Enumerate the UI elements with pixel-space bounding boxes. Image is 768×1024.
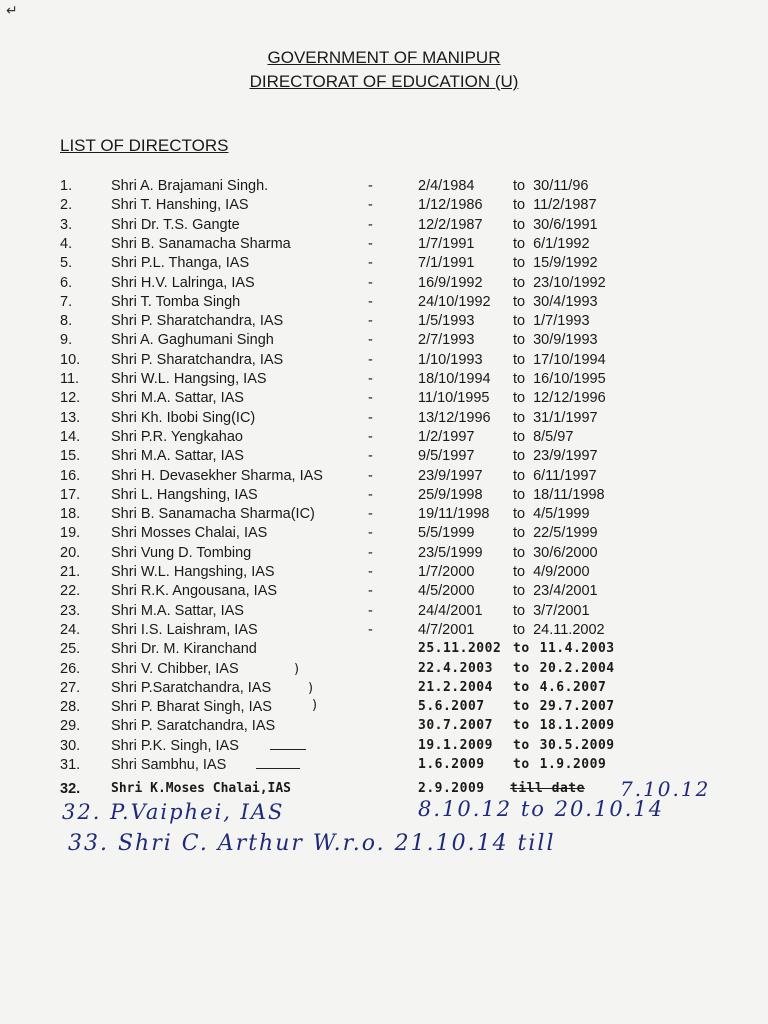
header-line1: GOVERNMENT OF MANIPUR xyxy=(267,48,501,67)
from-date: 2/4/1984 xyxy=(418,178,475,194)
to-date-value: 31/1/1997 xyxy=(533,409,598,426)
director-name: Shri W.L. Hangsing, IAS xyxy=(111,371,267,387)
to-word: to xyxy=(513,371,526,387)
table-row xyxy=(0,622,768,641)
to-date xyxy=(513,487,605,503)
to-word: to xyxy=(513,544,526,561)
table-row xyxy=(0,699,768,718)
handwritten-entry-33: 33. Shri C. Arthur W.r.o. 21.10.14 till xyxy=(68,831,556,856)
table-row xyxy=(0,217,768,236)
dash-separator: - xyxy=(368,235,373,252)
to-date-value: 23/9/1997 xyxy=(533,448,598,465)
from-date: 12/2/1987 xyxy=(418,216,483,233)
row-number: 5. xyxy=(60,255,73,272)
to-date xyxy=(513,332,598,348)
to-word: to xyxy=(513,390,526,407)
from-date: 1/10/1993 xyxy=(418,351,483,368)
table-row xyxy=(0,294,768,313)
table-row xyxy=(0,410,768,429)
row-number: 11. xyxy=(60,371,80,387)
to-word: to xyxy=(513,506,526,523)
from-date: 1/2/1997 xyxy=(418,428,475,445)
pen-mark: ) xyxy=(294,662,300,677)
row-number: 3. xyxy=(60,216,73,233)
table-row xyxy=(0,680,768,699)
director-name: Shri Dr. M. Kiranchand xyxy=(111,641,257,658)
to-date xyxy=(513,390,606,406)
dash-separator: - xyxy=(368,486,373,503)
to-date xyxy=(513,718,615,733)
director-name: Shri Sambhu, IAS xyxy=(111,757,227,773)
to-date-value: 24.11.2002 xyxy=(533,621,605,638)
row-number: 30. xyxy=(60,737,81,754)
from-date: 21.2.2004 xyxy=(418,679,493,695)
to-date-value: 22/5/1999 xyxy=(533,525,598,542)
director-name: Shri A. Brajamani Singh. xyxy=(111,178,269,194)
row-number: 2. xyxy=(60,197,73,214)
to-word: to xyxy=(513,757,530,772)
to-word: to xyxy=(513,428,526,445)
to-date xyxy=(513,371,606,387)
row-number: 1. xyxy=(60,178,73,194)
to-word: to xyxy=(513,583,526,600)
from-date: 18/10/1994 xyxy=(418,371,491,387)
to-date-value: 3/7/2001 xyxy=(533,602,590,619)
to-date-value: 18/11/1998 xyxy=(533,486,605,503)
from-date: 7/1/1991 xyxy=(418,255,475,272)
director-name: Shri V. Chibber, IAS xyxy=(111,660,239,677)
table-row xyxy=(0,564,768,583)
director-name: Shri P. Sharatchandra, IAS xyxy=(111,313,284,330)
to-date-value: 23/4/2001 xyxy=(533,583,598,600)
to-word: to xyxy=(513,679,530,695)
table-row xyxy=(0,661,768,680)
dash-separator: - xyxy=(368,409,373,426)
row-number: 28. xyxy=(60,699,81,716)
row-number: 31. xyxy=(60,757,81,773)
row-number: 20. xyxy=(60,544,81,561)
director-name: Shri T. Hanshing, IAS xyxy=(111,197,249,214)
dash-separator: - xyxy=(368,178,373,194)
to-date-value: 11/2/1987 xyxy=(533,197,597,214)
to-date xyxy=(513,680,606,695)
dash-separator: - xyxy=(368,621,373,638)
table-row xyxy=(0,178,768,197)
to-word: to xyxy=(513,235,526,252)
from-date: 2/7/1993 xyxy=(418,332,475,349)
from-date: 1/7/1991 xyxy=(418,235,475,252)
from-date: 1.6.2009 xyxy=(418,757,485,772)
to-word: to xyxy=(513,216,526,233)
dash-separator: - xyxy=(368,371,373,387)
to-date xyxy=(513,545,598,561)
director-name: Shri Dr. T.S. Gangte xyxy=(111,216,240,233)
to-date-value: 8/5/97 xyxy=(533,428,574,445)
dash-separator: - xyxy=(368,293,373,310)
table-row xyxy=(0,506,768,525)
table-row xyxy=(0,757,768,776)
row-number: 21. xyxy=(60,564,81,580)
dash-separator: - xyxy=(368,506,373,523)
from-date: 5.6.2007 xyxy=(418,699,485,715)
director-name: Shri P.K. Singh, IAS xyxy=(111,737,239,754)
table-row xyxy=(0,738,768,757)
from-date: 23/9/1997 xyxy=(418,467,483,484)
to-date-value: 18.1.2009 xyxy=(539,718,615,734)
row-number: 13. xyxy=(60,409,81,426)
table-row xyxy=(0,603,768,622)
to-date xyxy=(513,583,598,599)
to-date xyxy=(513,178,588,194)
from-date: 13/12/1996 xyxy=(418,409,491,426)
director-name: Shri M.A. Sattar, IAS xyxy=(111,602,244,619)
to-word: to xyxy=(513,351,526,368)
dash-separator: - xyxy=(368,313,373,330)
to-word: to xyxy=(513,448,526,465)
dash-separator: - xyxy=(368,197,373,214)
dash-separator: - xyxy=(368,390,373,407)
to-date-value: 12/12/1996 xyxy=(533,390,606,407)
to-date-value: 4.6.2007 xyxy=(539,679,607,695)
to-date-value: 16/10/1995 xyxy=(533,371,606,387)
row-number: 12. xyxy=(60,390,81,407)
director-name: Shri Kh. Ibobi Sing(IC) xyxy=(111,409,256,426)
to-date-value: 30/9/1993 xyxy=(533,332,598,349)
to-date xyxy=(513,661,615,676)
table-row xyxy=(0,429,768,448)
from-date: 25/9/1998 xyxy=(418,486,483,503)
struck-till-date: till date xyxy=(510,781,585,796)
to-date-value: 23/10/1992 xyxy=(533,274,606,291)
to-word: to xyxy=(513,313,526,330)
to-date xyxy=(513,564,590,580)
row-number: 29. xyxy=(60,718,81,735)
table-row xyxy=(0,236,768,255)
from-date: 30.7.2007 xyxy=(418,718,493,734)
to-date-value: 4/5/1999 xyxy=(533,506,590,523)
to-date xyxy=(513,622,605,638)
table-row xyxy=(0,197,768,216)
dash-separator: - xyxy=(368,351,373,368)
row-number: 16. xyxy=(60,467,81,484)
table-row xyxy=(0,448,768,467)
table-row xyxy=(0,545,768,564)
from-date: 4/5/2000 xyxy=(418,583,475,600)
to-date-value: 30/4/1993 xyxy=(533,293,598,310)
director-name: Shri B. Sanamacha Sharma xyxy=(111,235,291,252)
to-word: to xyxy=(513,332,526,349)
dash-separator: - xyxy=(368,467,373,484)
pen-stroke xyxy=(256,768,300,769)
to-date xyxy=(513,275,606,291)
director-name: Shri Vung D. Tombing xyxy=(111,544,252,561)
pen-mark: ) xyxy=(312,698,318,713)
header-line2: DIRECTORAT OF EDUCATION (U) xyxy=(249,72,519,91)
from-date: 22.4.2003 xyxy=(418,660,493,676)
table-row xyxy=(0,583,768,602)
dash-separator: - xyxy=(368,448,373,465)
director-name: Shri T. Tomba Singh xyxy=(111,293,241,310)
from-date: 9/5/1997 xyxy=(418,448,475,465)
header-directorate xyxy=(0,72,768,92)
dash-separator: - xyxy=(368,274,373,291)
dash-separator: - xyxy=(368,564,373,580)
to-date xyxy=(513,757,606,772)
from-date: 1/7/2000 xyxy=(418,564,475,580)
table-row xyxy=(0,390,768,409)
to-date xyxy=(513,603,590,619)
from-date: 19.1.2009 xyxy=(418,737,493,753)
director-name: Shri W.L. Hangshing, IAS xyxy=(111,564,275,580)
to-word: to xyxy=(513,197,526,214)
director-name: Shri Mosses Chalai, IAS xyxy=(111,525,268,542)
dash-separator: - xyxy=(368,544,373,561)
row-number: 14. xyxy=(60,428,81,445)
to-date xyxy=(513,255,598,271)
to-date xyxy=(513,236,590,252)
to-word: to xyxy=(513,486,526,503)
to-word: to xyxy=(513,525,526,542)
list-title: LIST OF DIRECTORS xyxy=(60,136,229,155)
row-number: 25. xyxy=(60,641,81,658)
row-number: 19. xyxy=(60,525,81,542)
dash-separator: - xyxy=(368,583,373,600)
pen-mark: ) xyxy=(308,681,314,696)
table-row xyxy=(0,352,768,371)
table-row xyxy=(0,332,768,351)
director-name: Shri P. Bharat Singh, IAS xyxy=(111,699,272,716)
table-row xyxy=(0,275,768,294)
to-word: to xyxy=(513,409,526,426)
to-date xyxy=(513,699,615,714)
to-word: to xyxy=(513,467,526,484)
row-number: 32. xyxy=(60,781,81,797)
to-date xyxy=(513,525,598,541)
row-number: 26. xyxy=(60,660,81,677)
dash-separator: - xyxy=(368,255,373,272)
to-word: to xyxy=(513,255,526,272)
dash-separator: - xyxy=(368,216,373,233)
to-date xyxy=(513,217,598,233)
from-date: 5/5/1999 xyxy=(418,525,475,542)
director-name: Shri P. Saratchandra, IAS xyxy=(111,718,276,735)
header-government xyxy=(0,48,768,68)
to-word: to xyxy=(513,641,530,657)
to-date-value: 30/11/96 xyxy=(533,178,589,194)
to-word: to xyxy=(513,178,526,194)
table-row xyxy=(0,718,768,737)
director-name: Shri H.V. Lalringa, IAS xyxy=(111,274,255,291)
director-name: Shri M.A. Sattar, IAS xyxy=(111,448,244,465)
to-date xyxy=(513,313,590,329)
from-date: 24/10/1992 xyxy=(418,293,491,310)
director-name: Shri K.Moses Chalai,IAS xyxy=(111,781,292,796)
to-date-value: 11.4.2003 xyxy=(539,641,615,657)
to-date-value: 30/6/1991 xyxy=(533,216,598,233)
to-word: to xyxy=(513,274,526,291)
from-date: 25.11.2002 xyxy=(418,641,502,657)
table-row xyxy=(0,255,768,274)
to-date-value: 6/11/1997 xyxy=(533,467,597,484)
to-date-value: 1.9.2009 xyxy=(539,757,607,772)
director-name: Shri M.A. Sattar, IAS xyxy=(111,390,244,407)
director-name: Shri P.Saratchandra, IAS xyxy=(111,679,272,696)
from-date: 1/5/1993 xyxy=(418,313,475,330)
row-number: 7. xyxy=(60,293,73,310)
row-number: 24. xyxy=(60,621,81,638)
row-number: 8. xyxy=(60,313,73,330)
pen-stroke xyxy=(270,749,306,750)
to-date xyxy=(513,352,606,368)
to-word: to xyxy=(513,602,526,619)
dash-separator: - xyxy=(368,602,373,619)
row-number: 9. xyxy=(60,332,73,349)
to-word: to xyxy=(513,660,530,676)
director-name: Shri P.L. Thanga, IAS xyxy=(111,255,250,272)
staple-mark: ↵ xyxy=(6,2,18,18)
row-number: 4. xyxy=(60,235,73,252)
row-number: 6. xyxy=(60,274,73,291)
row-number: 27. xyxy=(60,679,81,696)
handwritten-to-date: 7.10.12 xyxy=(620,777,711,801)
from-date: 1/12/1986 xyxy=(418,197,483,214)
to-date xyxy=(513,641,615,656)
director-name: Shri L. Hangshing, IAS xyxy=(111,486,258,503)
to-word: to xyxy=(513,293,526,310)
to-date-value: 17/10/1994 xyxy=(533,351,606,368)
to-date-value: 1/7/1993 xyxy=(533,313,590,330)
table-row xyxy=(0,313,768,332)
to-date xyxy=(513,506,590,522)
handwritten-entry-32: 32. P.Vaiphei, IAS xyxy=(62,800,285,824)
dash-separator: - xyxy=(368,428,373,445)
to-date-value: 20.2.2004 xyxy=(539,660,615,676)
to-date xyxy=(513,448,598,464)
to-date-value: 29.7.2007 xyxy=(539,699,615,715)
director-name: Shri A. Gaghumani Singh xyxy=(111,332,274,349)
to-word: to xyxy=(513,737,530,753)
from-date: 2.9.2009 xyxy=(418,781,485,796)
table-row xyxy=(0,487,768,506)
to-date-value: 4/9/2000 xyxy=(533,564,590,580)
row-number: 22. xyxy=(60,583,81,600)
to-date xyxy=(513,197,597,213)
to-date xyxy=(513,738,615,753)
handwritten-dates-32: 8.10.12 to 20.10.14 xyxy=(418,797,665,821)
to-date xyxy=(513,294,598,310)
director-name: Shri P. Sharatchandra, IAS xyxy=(111,351,284,368)
table-row xyxy=(0,468,768,487)
to-word: to xyxy=(513,718,530,734)
director-name: Shri H. Devasekher Sharma, IAS xyxy=(111,467,323,484)
row-number: 18. xyxy=(60,506,81,523)
director-name: Shri B. Sanamacha Sharma(IC) xyxy=(111,506,315,523)
to-date-value: 30.5.2009 xyxy=(539,737,615,753)
from-date: 11/10/1995 xyxy=(418,390,490,407)
from-date: 16/9/1992 xyxy=(418,274,483,291)
row-number: 23. xyxy=(60,602,81,619)
table-row xyxy=(0,371,768,390)
director-name: Shri R.K. Angousana, IAS xyxy=(111,583,278,600)
to-word: to xyxy=(513,564,526,580)
director-name: Shri P.R. Yengkahao xyxy=(111,428,243,445)
row-number: 15. xyxy=(60,448,81,465)
dash-separator: - xyxy=(368,525,373,542)
from-date: 4/7/2001 xyxy=(418,621,475,638)
to-date xyxy=(513,410,598,426)
row-number: 10. xyxy=(60,351,81,368)
row-number: 17. xyxy=(60,486,81,503)
to-date xyxy=(513,429,573,445)
to-date-value: 15/9/1992 xyxy=(533,255,598,272)
from-date: 24/4/2001 xyxy=(418,602,483,619)
dash-separator: - xyxy=(368,332,373,349)
to-date-value: 6/1/1992 xyxy=(533,235,590,252)
from-date: 19/11/1998 xyxy=(418,506,490,523)
to-word: to xyxy=(513,699,530,715)
to-word: to xyxy=(513,621,526,638)
from-date: 23/5/1999 xyxy=(418,544,483,561)
to-date-value: 30/6/2000 xyxy=(533,544,598,561)
director-name: Shri I.S. Laishram, IAS xyxy=(111,621,258,638)
to-date xyxy=(513,468,597,484)
table-row xyxy=(0,525,768,544)
table-row xyxy=(0,641,768,660)
